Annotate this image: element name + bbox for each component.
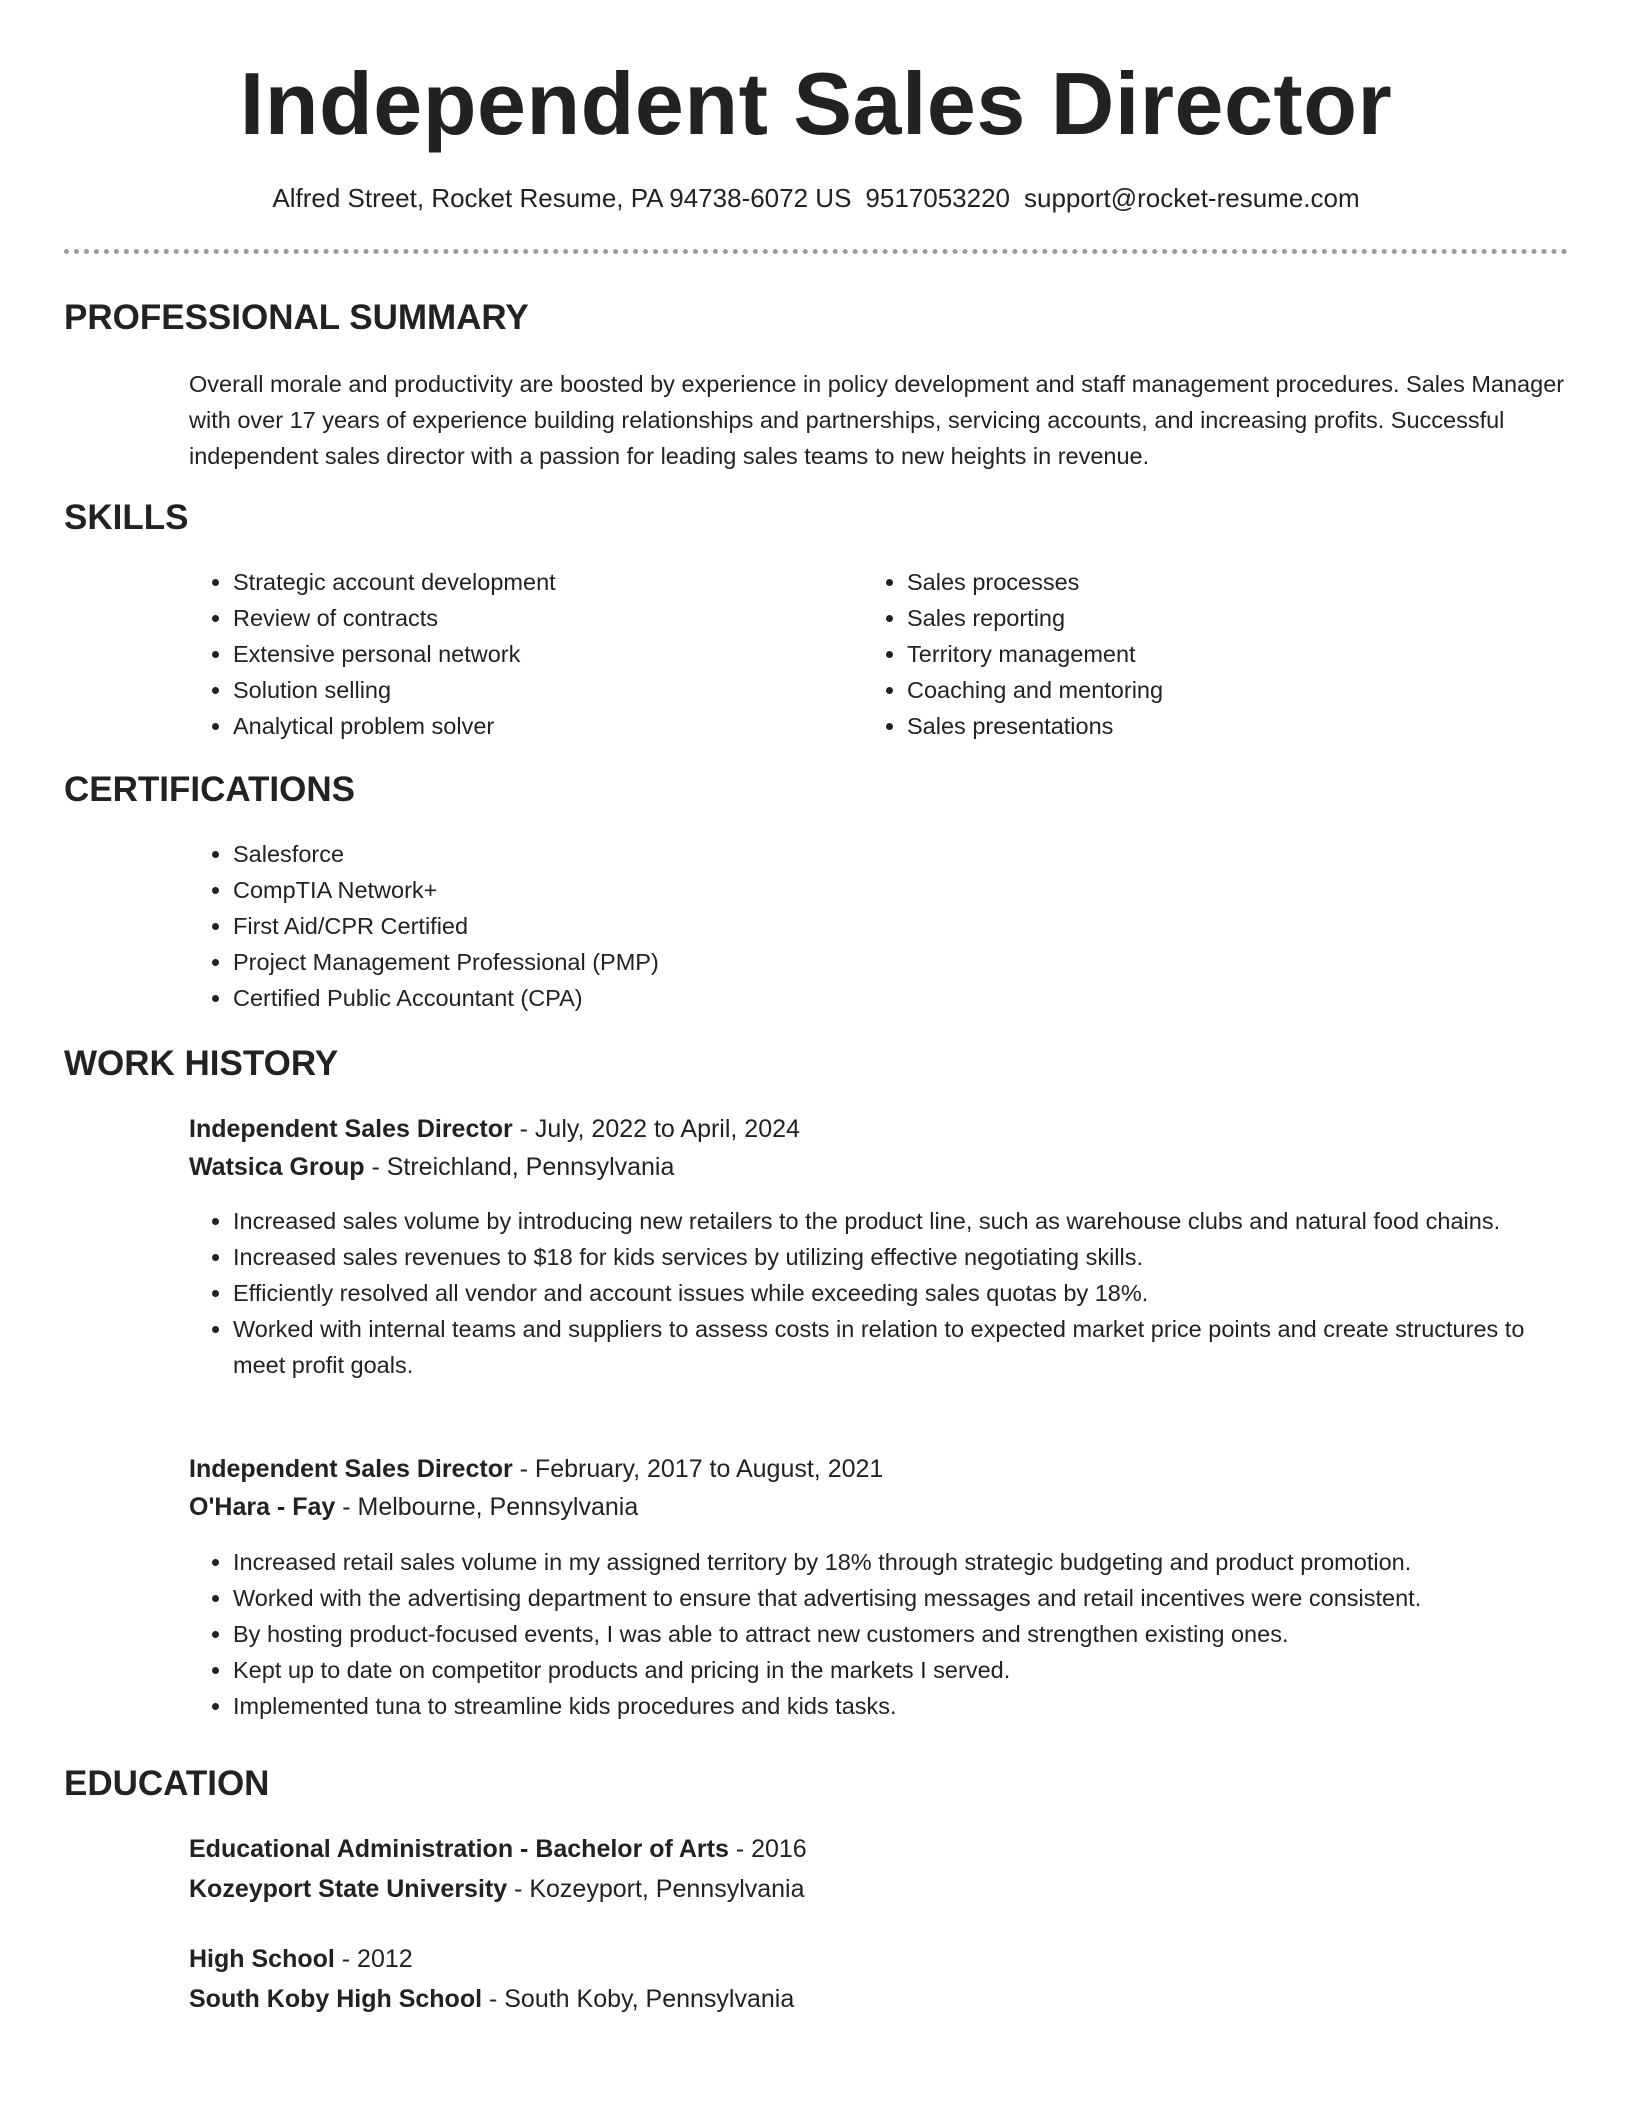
job-bullets [189,1544,1623,1724]
contact-email: support@rocket-resume.com [1024,183,1360,213]
job-bullet: • Increased sales revenues to $18 for kids services by utilizing effective negotiating skills. [233,1239,1573,1275]
skill-item: • Extensive personal network [233,636,853,672]
job-bullet: • Increased sales volume by introducing new retailers to the product line, such as warehouse clubs and natural food chains. [233,1203,1573,1239]
education-school-line [189,1870,805,1908]
job-dates: - July, 2022 to April, 2024 [512,1115,800,1143]
job-title-line [189,1110,800,1148]
skill-item: • Sales processes [907,564,1527,600]
contact-line [0,180,1632,216]
section-title-certifications: CERTIFICATIONS [64,770,356,809]
section-title-education: EDUCATION [64,1764,270,1803]
job-bullet: • By hosting product-focused events, I was able to attract new customers and strengthen existing ones. [233,1616,1623,1652]
skill-item: • Analytical problem solver [233,708,853,744]
certification-item: • First Aid/CPR Certified [233,908,1533,944]
job-company: Watsica Group [189,1153,365,1181]
skill-item: • Territory management [907,636,1527,672]
certification-item: • Salesforce [233,836,1533,872]
job-bullet: • Worked with internal teams and suppliers to assess costs in relation to expected market price points and create structures to meet profit goals. [233,1311,1573,1383]
education-degree-line [189,1830,807,1868]
skill-item: • Solution selling [233,672,853,708]
job-title-line [189,1450,883,1488]
education-degree: Educational Administration - Bachelor of Arts [189,1835,729,1863]
education-school: Kozeyport State University [189,1875,508,1903]
certifications-list [189,836,1533,1016]
education-degree-line [189,1940,413,1978]
job-company: O'Hara - Fay [189,1493,336,1521]
skills-list-right [863,564,1527,744]
certification-item: • Project Management Professional (PMP) [233,944,1533,980]
job-location: - Melbourne, Pennsylvania [335,1493,639,1521]
education-school-line [189,1980,794,2018]
header-divider [64,249,1568,254]
job-bullets [189,1203,1573,1383]
job-bullet: • Efficiently resolved all vendor and account issues while exceeding sales quotas by 18%. [233,1275,1573,1311]
job-bullet: • Worked with the advertising department to ensure that advertising messages and retail incentives were consistent. [233,1580,1623,1616]
skill-item: • Review of contracts [233,600,853,636]
certification-item: • Certified Public Accountant (CPA) [233,980,1533,1016]
skill-item: • Coaching and mentoring [907,672,1527,708]
job-location: - Streichland, Pennsylvania [364,1153,675,1181]
job-company-line [189,1148,674,1186]
job-dates: - February, 2017 to August, 2021 [512,1455,884,1483]
job-bullet: • Implemented tuna to streamline kids procedures and kids tasks. [233,1688,1623,1724]
contact-address: Alfred Street, Rocket Resume, PA 94738-6072 US [272,183,852,213]
section-title-summary: PROFESSIONAL SUMMARY [64,298,529,337]
section-title-work-history: WORK HISTORY [64,1044,339,1083]
job-role: Independent Sales Director [189,1455,513,1483]
skill-item: • Sales reporting [907,600,1527,636]
education-year: - 2016 [728,1835,807,1863]
candidate-name: Independent Sales Director [239,54,1393,153]
education-location: - South Koby, Pennsylvania [482,1985,795,2013]
job-bullet: • Kept up to date on competitor products and pricing in the markets I served. [233,1652,1623,1688]
job-bullet: • Increased retail sales volume in my assigned territory by 18% through strategic budgeting and product promotion. [233,1544,1623,1580]
education-location: - Kozeyport, Pennsylvania [507,1875,805,1903]
summary-text: Overall morale and productivity are boosted by experience in policy development and staff management procedures. Sales Manager with over 17 years of experience building relationships and partnerships, servicing accounts, and increasing profits. Successful independent sales director with a passion for leading sales teams to new heights in revenue. [189,371,1565,469]
job-company-line [189,1488,638,1526]
section-title-skills: SKILLS [64,498,189,537]
contact-phone: 9517053220 [865,183,1011,213]
skill-item: • Strategic account development [233,564,853,600]
certification-item: • CompTIA Network+ [233,872,1533,908]
education-degree: High School [189,1945,335,1973]
education-year: - 2012 [334,1945,413,1973]
education-school: South Koby High School [189,1985,483,2013]
skill-item: • Sales presentations [907,708,1527,744]
skills-list-left [189,564,853,744]
job-role: Independent Sales Director [189,1115,513,1143]
